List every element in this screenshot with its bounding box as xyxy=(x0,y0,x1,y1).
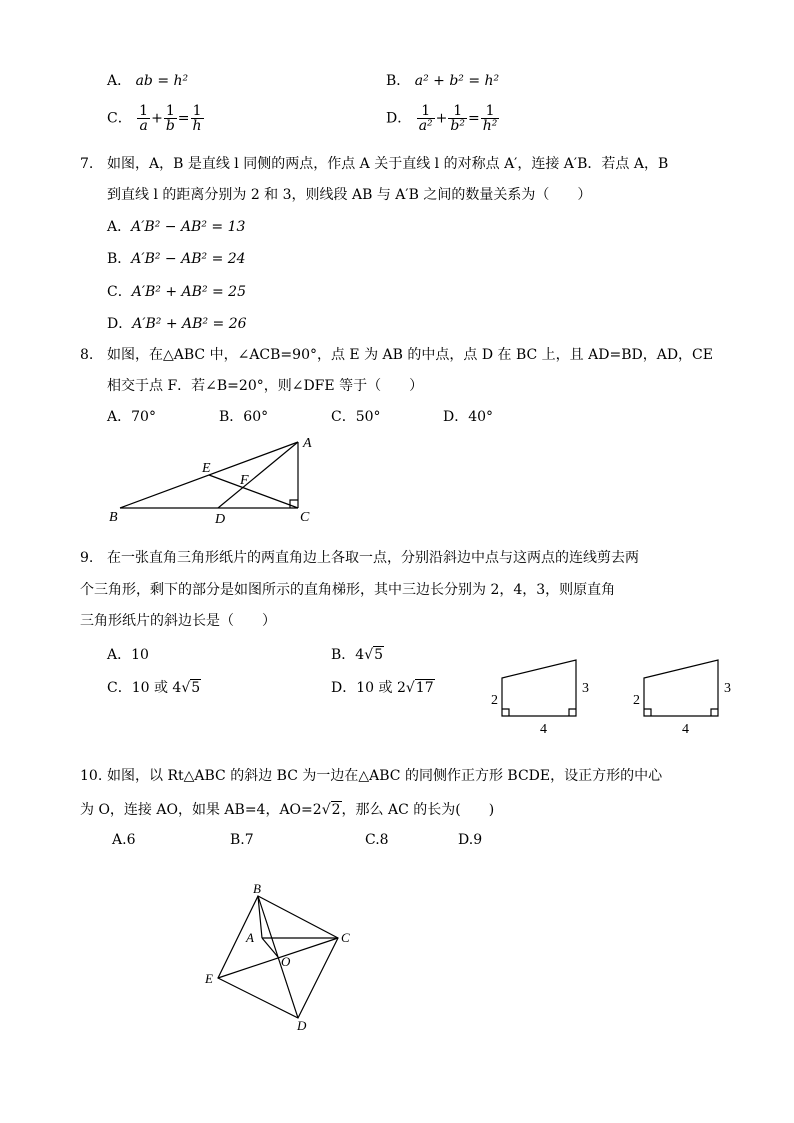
q6-option-c: C． $\frac{1}{a}$ + $\frac{1}{b}$ = $\frac{1}{h}$ xyxy=(107,103,202,134)
q10-segment-ao xyxy=(262,938,278,957)
q9-option-c: C．10 或 4√5 xyxy=(107,680,201,696)
q8-label-c: C xyxy=(300,510,310,525)
q9-fig2-bottom-length: 4 xyxy=(682,722,689,737)
q7-option-c: C．A′B² + AB² = 25 xyxy=(107,284,246,300)
q7-option-b: B．A′B² − AB² = 24 xyxy=(107,251,246,267)
q10-label-d: D xyxy=(297,1018,307,1033)
q6-option-d: D． $\frac{1}{\text{a²}}$ + $\frac{1}{\text{b²}}$ = $\frac{1}{\text{h²}}$ xyxy=(386,103,498,134)
q9-number: 9. xyxy=(80,550,94,566)
q9-option-a: A．10 xyxy=(107,647,149,663)
q9-option-b: B．4√5 xyxy=(331,647,384,663)
q10-number: 10. xyxy=(80,768,103,784)
q10-diagonal-ce xyxy=(218,938,338,978)
q6-option-a-equation: ab = h² xyxy=(135,73,189,89)
q6-option-b-equation: a² + b² = h² xyxy=(414,73,500,89)
q9-line2: 个三角形，剩下的部分是如图所示的直角梯形，其中三边长分别为 2，4，3，则原直角 xyxy=(80,582,616,598)
q10-label-e: E xyxy=(205,971,213,986)
q10-label-c: C xyxy=(341,930,350,945)
q8-label-f: F xyxy=(240,473,249,488)
q10-option-b: B.7 xyxy=(230,832,254,848)
q10-label-b: B xyxy=(253,881,261,896)
q8-label-b: B xyxy=(109,510,118,525)
q9-option-d: D．10 或 2√17 xyxy=(331,680,434,696)
q8-number: 8. xyxy=(80,347,94,363)
q8-option-c: C．50° xyxy=(331,409,381,425)
q7-option-a: A．A′B² − AB² = 13 xyxy=(107,219,246,235)
q8-line2: 相交于点 F．若∠B=20°，则∠DFE 等于（ ） xyxy=(107,378,424,394)
q10-line2: 为 O，连接 AO，如果 AB=4，AO=2√2，那么 AC 的长为( ) xyxy=(80,802,495,818)
q7-line1: 如图，A，B 是直线 l 同侧的两点，作点 A 关于直线 l 的对称点 A′，连接 A′B．若点 A，B xyxy=(107,156,669,172)
q7-number: 7. xyxy=(80,156,94,172)
q8-option-a: A．70° xyxy=(107,409,156,425)
q8-label-e: E xyxy=(202,461,211,476)
q7-option-d: D．A′B² + AB² = 26 xyxy=(107,316,247,332)
q7-line2: 到直线 l 的距离分别为 2 和 3，则线段 AB 与 A′B 之间的数量关系为（ ） xyxy=(107,187,592,203)
q6-option-a: A． ab = h² xyxy=(107,73,189,89)
q9-fig1-bottom-length: 4 xyxy=(540,722,547,737)
q8-line1: 如图，在△ABC 中，∠ACB=90°，点 E 为 AB 的中点，点 D 在 BC 上，且 AD=BD，AD，CE xyxy=(107,347,713,363)
q8-option-d: D．40° xyxy=(443,409,494,425)
q6-option-b: B． a² + b² = h² xyxy=(386,73,500,89)
q9-fig1-right-length: 3 xyxy=(582,681,589,696)
q10-label-a: A xyxy=(246,930,254,945)
q9-fig1-left-length: 2 xyxy=(491,693,498,708)
q10-option-a: A.6 xyxy=(112,832,136,848)
q10-option-c: C.8 xyxy=(365,832,389,848)
q10-label-o: O xyxy=(281,954,291,969)
q10-line1: 如图，以 Rt△ABC 的斜边 BC 为一边在△ABC 的同侧作正方形 BCDE，设正方形的中心 xyxy=(107,768,663,784)
q9-line1: 在一张直角三角形纸片的两直角边上各取一点，分别沿斜边中点与这两点的连线剪去两 xyxy=(107,550,639,566)
q8-option-b: B．60° xyxy=(219,409,269,425)
q9-line3: 三角形纸片的斜边长是（ ） xyxy=(80,613,276,629)
q8-label-a: A xyxy=(303,436,312,451)
q9-fig2-left-length: 2 xyxy=(633,693,640,708)
q9-fig2-right-length: 3 xyxy=(724,681,731,696)
q10-option-d: D.9 xyxy=(458,832,483,848)
q8-label-d: D xyxy=(215,512,226,527)
